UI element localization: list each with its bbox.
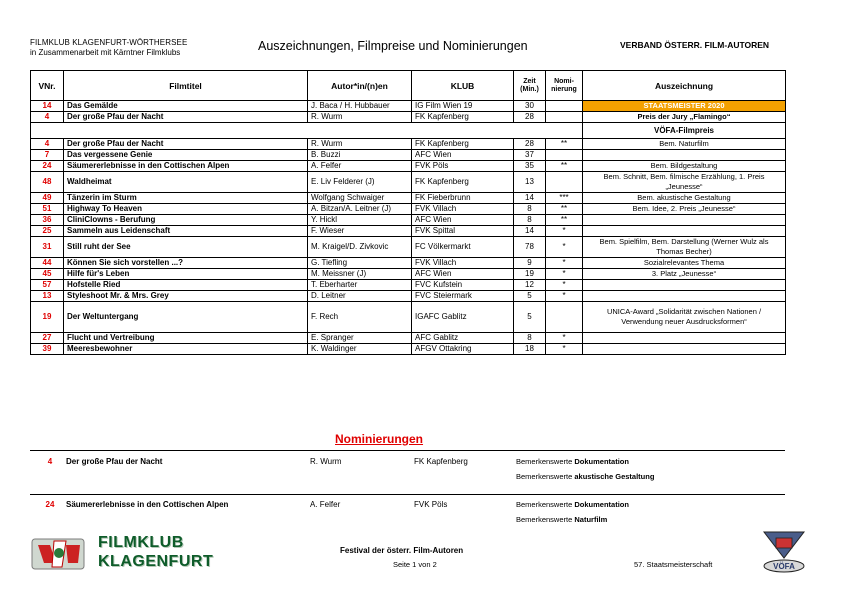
voefa-spacer [31, 123, 583, 139]
cell-zeit: 19 [514, 269, 546, 280]
cell-zeit: 14 [514, 226, 546, 237]
nomination-title: Säumererlebnisse in den Cottischen Alpen [66, 500, 229, 509]
cell-klub: AFC Wien [412, 269, 514, 280]
table-row [31, 269, 786, 280]
cell-author: Wolfgang Schwaiger [308, 193, 412, 204]
table-row [31, 101, 786, 112]
col-nominierung: Nomi-nierung [546, 71, 583, 101]
cell-author: F. Rech [308, 302, 412, 333]
footer-championship: 57. Staatsmeisterschaft [634, 560, 713, 569]
cell-klub: IGAFC Gablitz [412, 302, 514, 333]
cell-award [583, 291, 786, 302]
cell-award: 3. Platz „Jeunesse“ [583, 269, 786, 280]
cell-klub: IG Film Wien 19 [412, 101, 514, 112]
club-logo-icon [28, 533, 88, 573]
cell-award [583, 280, 786, 291]
cell-award: Bem. Schnitt, Bem. filmische Erzählung, 1. Preis „Jeunesse“ [583, 172, 786, 193]
cell-klub: FK Kapfenberg [412, 139, 514, 150]
nominations-heading: Nominierungen [335, 432, 424, 446]
cell-nomination [546, 302, 583, 333]
cell-zeit: 37 [514, 150, 546, 161]
cell-klub: FVC Steiermark [412, 291, 514, 302]
cell-klub: AFGV Ottakring [412, 344, 514, 355]
cell-nomination: * [546, 280, 583, 291]
cell-zeit: 13 [514, 172, 546, 193]
cell-nomination: * [546, 269, 583, 280]
nomination-prefix: Bemerkenswerte [516, 515, 573, 524]
cell-nomination [546, 172, 583, 193]
cell-klub: FVK Villach [412, 204, 514, 215]
nomination-category [516, 515, 607, 524]
cell-klub: FVK Villach [412, 258, 514, 269]
table-row [31, 161, 786, 172]
nomination-category-name: Naturfilm [574, 515, 608, 524]
cell-zeit: 78 [514, 237, 546, 258]
cell-vnr: 45 [31, 269, 64, 280]
cell-zeit: 5 [514, 291, 546, 302]
cell-author: J. Baca / H. Hubbauer [308, 101, 412, 112]
cell-author: B. Buzzi [308, 150, 412, 161]
cell-klub: AFC Wien [412, 150, 514, 161]
cell-nomination: * [546, 226, 583, 237]
cell-vnr: 36 [31, 215, 64, 226]
nomination-entry [30, 451, 785, 487]
cell-klub: FK Kapfenberg [412, 112, 514, 123]
nomination-category [516, 457, 629, 466]
cell-award: Sozialrelevantes Thema [583, 258, 786, 269]
cell-nomination: * [546, 291, 583, 302]
cell-zeit: 8 [514, 215, 546, 226]
col-autor: Autor*in/(n)en [308, 71, 412, 101]
cell-vnr: 25 [31, 226, 64, 237]
cell-zeit: 30 [514, 101, 546, 112]
cell-vnr: 49 [31, 193, 64, 204]
cell-zeit: 35 [514, 161, 546, 172]
cell-title: Tänzerin im Sturm [64, 193, 308, 204]
cell-award: UNICA-Award „Solidarität zwischen Nationen / Verwendung neuer Ausdrucksformen“ [583, 302, 786, 333]
cell-zeit: 28 [514, 139, 546, 150]
cell-title: Das Gemälde [64, 101, 308, 112]
cell-title: CliniClowns - Berufung [64, 215, 308, 226]
vofa-logo-icon [760, 528, 808, 574]
footer-festival: Festival der österr. Film-Autoren [340, 546, 464, 555]
cell-klub: FK Fieberbrunn [412, 193, 514, 204]
cell-author: R. Wurm [308, 112, 412, 123]
header-club-name: FILMKLUB KLAGENFURT-WÖRTHERSEE [30, 38, 188, 47]
page-title: Auszeichnungen, Filmpreise und Nominierungen [258, 39, 528, 53]
cell-nomination: ** [546, 139, 583, 150]
cell-title: Das vergessene Genie [64, 150, 308, 161]
nomination-entry [30, 494, 785, 530]
cell-title: Still ruht der See [64, 237, 308, 258]
cell-zeit: 18 [514, 344, 546, 355]
nominations-list [30, 450, 785, 530]
cell-title: Styleshoot Mr. & Mrs. Grey [64, 291, 308, 302]
col-zeit: Zeit (Min.) [514, 71, 546, 101]
cell-vnr: 4 [31, 112, 64, 123]
awards-table [30, 70, 786, 355]
nomination-category-name: akustische Gestaltung [574, 472, 655, 481]
cell-vnr: 19 [31, 302, 64, 333]
table-row [31, 333, 786, 344]
cell-title: Können Sie sich vorstellen ...? [64, 258, 308, 269]
cell-nomination: * [546, 333, 583, 344]
voefa-label: VÖFA-Filmpreis [583, 123, 786, 139]
cell-award: Bem. Idee, 2. Preis „Jeunesse“ [583, 204, 786, 215]
cell-title: Highway To Heaven [64, 204, 308, 215]
nomination-category-name: Dokumentation [574, 500, 629, 509]
cell-klub: FVK Pöls [412, 161, 514, 172]
cell-author: R. Wurm [308, 139, 412, 150]
cell-author: G. Tiefling [308, 258, 412, 269]
nomination-category [516, 500, 629, 509]
nomination-vnr: 24 [45, 500, 55, 509]
table-row [31, 258, 786, 269]
cell-author: D. Leitner [308, 291, 412, 302]
cell-nomination: *** [546, 193, 583, 204]
nomination-prefix: Bemerkenswerte [516, 472, 573, 481]
cell-title: Hilfe für's Leben [64, 269, 308, 280]
cell-vnr: 4 [31, 139, 64, 150]
cell-title: Der große Pfau der Nacht [64, 112, 308, 123]
cell-nomination: * [546, 258, 583, 269]
cell-author: Y. Hickl [308, 215, 412, 226]
cell-title: Meeresbewohner [64, 344, 308, 355]
table-row [31, 193, 786, 204]
cell-zeit: 8 [514, 333, 546, 344]
col-vnr: VNr. [31, 71, 64, 101]
nomination-vnr: 4 [47, 457, 53, 466]
cell-title: Der große Pfau der Nacht [64, 139, 308, 150]
cell-vnr: 24 [31, 161, 64, 172]
nomination-author: A. Felfer [310, 500, 341, 509]
cell-award [583, 333, 786, 344]
table-row [31, 280, 786, 291]
nomination-title: Der große Pfau der Nacht [66, 457, 163, 466]
cell-vnr: 51 [31, 204, 64, 215]
col-klub: KLUB [412, 71, 514, 101]
cell-vnr: 44 [31, 258, 64, 269]
cell-vnr: 57 [31, 280, 64, 291]
cell-title: Säumererlebnisse in den Cottischen Alpen [64, 161, 308, 172]
cell-nomination: ** [546, 161, 583, 172]
cell-vnr: 14 [31, 101, 64, 112]
cell-zeit: 8 [514, 204, 546, 215]
cell-zeit: 12 [514, 280, 546, 291]
table-row [31, 112, 786, 123]
cell-zeit: 28 [514, 112, 546, 123]
cell-author: K. Waldinger [308, 344, 412, 355]
nomination-klub: FVK Pöls [414, 500, 448, 509]
cell-author: E. Liv Felderer (J) [308, 172, 412, 193]
header-club [30, 38, 187, 58]
cell-vnr: 27 [31, 333, 64, 344]
cell-klub: FVK Spittal [412, 226, 514, 237]
club-logo [28, 533, 243, 573]
nomination-category [516, 472, 654, 481]
cell-author: E. Spranger [308, 333, 412, 344]
cell-klub: FVC Kufstein [412, 280, 514, 291]
table-row [31, 237, 786, 258]
col-auszeichnung: Auszeichnung [583, 71, 786, 101]
table-row [31, 215, 786, 226]
cell-title: Der Weltuntergang [64, 302, 308, 333]
cell-award [583, 150, 786, 161]
cell-author: A. Bitzan/A. Leitner (J) [308, 204, 412, 215]
nomination-prefix: Bemerkenswerte [516, 457, 573, 466]
cell-zeit: 9 [514, 258, 546, 269]
cell-title: Waldheimat [64, 172, 308, 193]
cell-nomination: ** [546, 204, 583, 215]
cell-author: A. Felfer [308, 161, 412, 172]
cell-award: Bem. Bildgestaltung [583, 161, 786, 172]
cell-title: Sammeln aus Leidenschaft [64, 226, 308, 237]
table-row [31, 172, 786, 193]
cell-klub: AFC Wien [412, 215, 514, 226]
cell-author: M. Kraigel/D. Zivkovic [308, 237, 412, 258]
club-logo-text: FILMKLUB KLAGENFURT [98, 534, 214, 570]
cell-vnr: 13 [31, 291, 64, 302]
cell-nomination [546, 150, 583, 161]
header-association: VERBAND ÖSTERR. FILM-AUTOREN [620, 40, 770, 50]
voefa-section-row [31, 123, 786, 139]
nomination-prefix: Bemerkenswerte [516, 500, 573, 509]
cell-author: M. Meissner (J) [308, 269, 412, 280]
nomination-category-name: Dokumentation [574, 457, 629, 466]
cell-vnr: 31 [31, 237, 64, 258]
cell-zeit: 5 [514, 302, 546, 333]
vofa-logo-text: VÖFA [773, 562, 795, 571]
cell-klub: FK Kapfenberg [412, 172, 514, 193]
cell-zeit: 14 [514, 193, 546, 204]
cell-vnr: 39 [31, 344, 64, 355]
cell-nomination: * [546, 237, 583, 258]
cell-vnr: 48 [31, 172, 64, 193]
cell-award: Preis der Jury „Flamingo“ [583, 112, 786, 123]
table-row [31, 291, 786, 302]
cell-award: Bem. Spielfilm, Bem. Darstellung (Werner Wulz als Thomas Becher) [583, 237, 786, 258]
cell-nomination [546, 112, 583, 123]
cell-klub: AFC Gablitz [412, 333, 514, 344]
cell-title: Flucht und Vertreibung [64, 333, 308, 344]
table-row [31, 302, 786, 333]
cell-nomination: ** [546, 215, 583, 226]
cell-award [583, 215, 786, 226]
nomination-klub: FK Kapfenberg [414, 457, 468, 466]
cell-author: F. Wieser [308, 226, 412, 237]
cell-klub: FC Völkermarkt [412, 237, 514, 258]
cell-title: Hofstelle Ried [64, 280, 308, 291]
table-header-row [31, 71, 786, 101]
table-row [31, 204, 786, 215]
cell-author: T. Eberharter [308, 280, 412, 291]
cell-award: Bem. akustische Gestaltung [583, 193, 786, 204]
nomination-author: R. Wurm [310, 457, 342, 466]
table-row [31, 150, 786, 161]
table-row [31, 226, 786, 237]
cell-award [583, 226, 786, 237]
footer-page: Seite 1 von 2 [393, 560, 437, 569]
cell-nomination [546, 101, 583, 112]
col-filmtitel: Filmtitel [64, 71, 308, 101]
cell-award: STAATSMEISTER 2020 [583, 101, 786, 112]
table-row [31, 139, 786, 150]
cell-award [583, 344, 786, 355]
header-club-subtitle: in Zusammenarbeit mit Kärntner Filmklubs [30, 48, 181, 57]
cell-vnr: 7 [31, 150, 64, 161]
table-row [31, 344, 786, 355]
cell-award: Bem. Naturfilm [583, 139, 786, 150]
cell-nomination: * [546, 344, 583, 355]
